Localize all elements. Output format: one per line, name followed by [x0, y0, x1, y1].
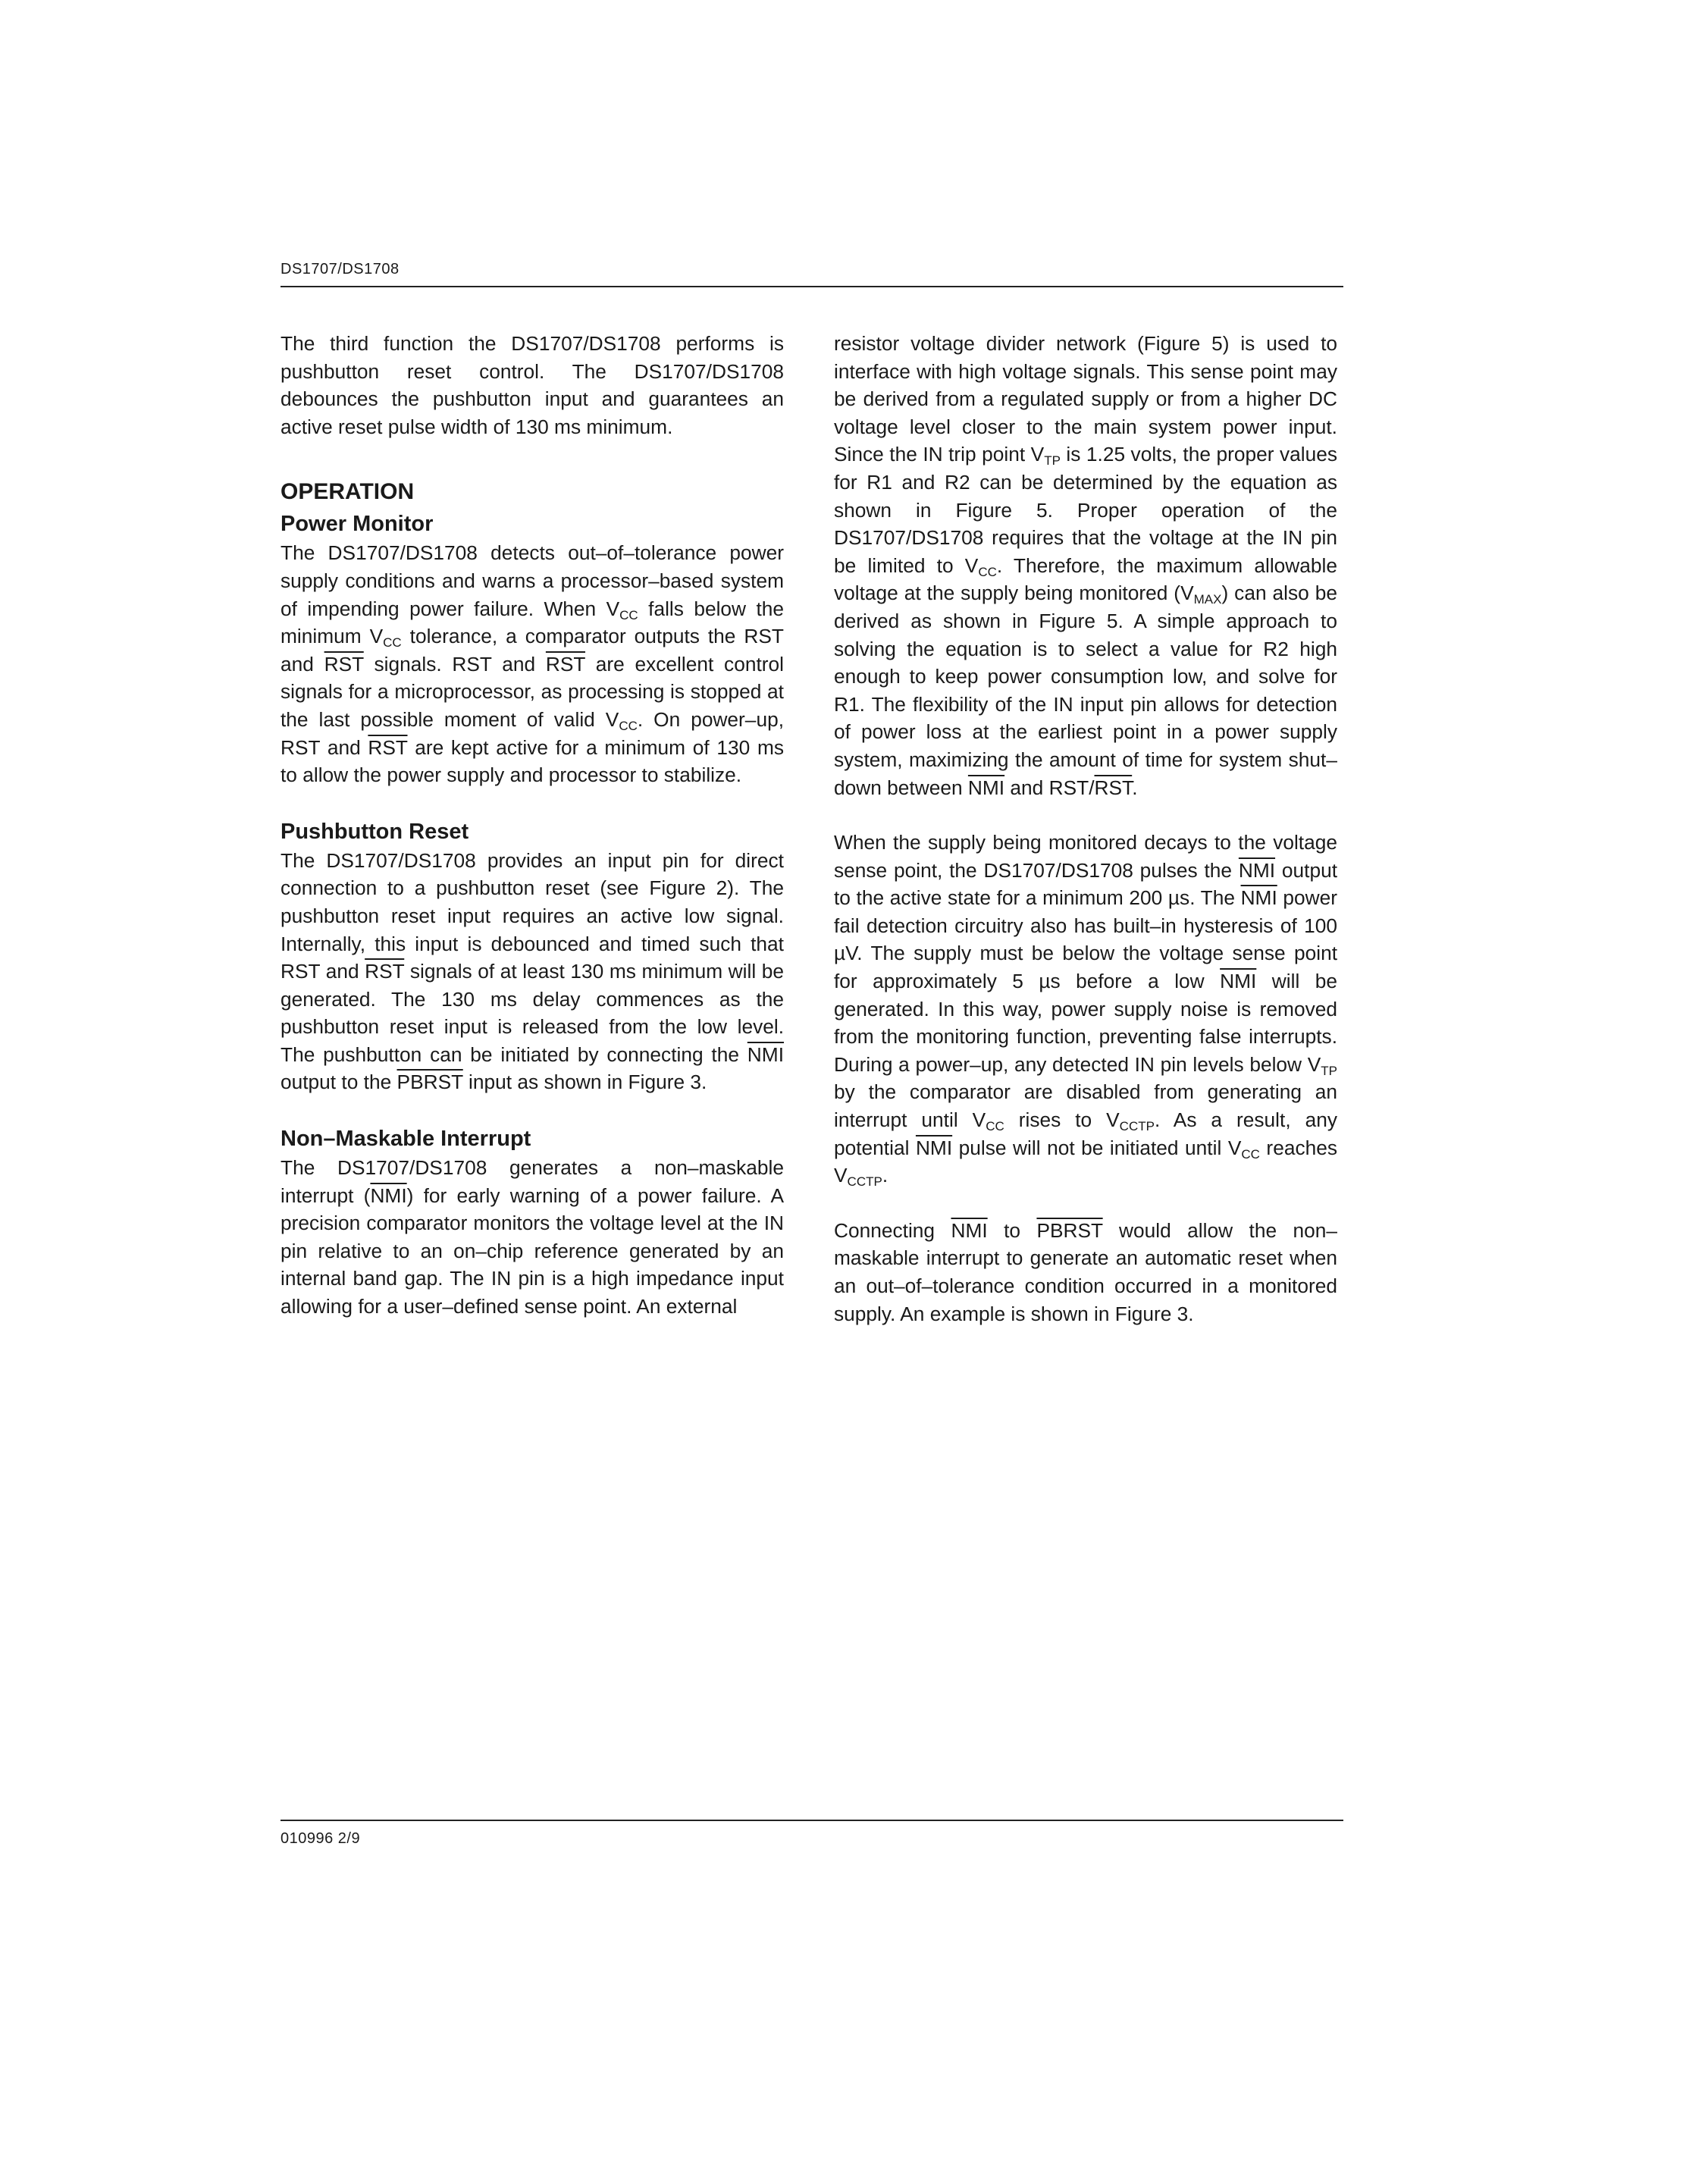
document-id: DS1707/DS1708: [280, 261, 400, 277]
nmi-pulse-paragraph: When the supply being monitored decays to the voltage sense point, the DS1707/DS1708 pulses the $\overline{NMI}$ output to the active state for a minimum 200 µs. The $\overline{NMI}$ power fail detection circuitry also has built–in hysteresis of 100 µV. The supply must be below the voltage sense point for approximately 5 µs before a low $\overline{NMI}$ will be generated. In this way, power supply noise is removed from the monitoring function, preventing false interrupts. During a power–up, any detected IN pin levels below $V_{TP}$ by the comparator are disabled from generating an interrupt until $V_{CC}$ rises to $V_{CCTP}$. As a result, any potential $\overline{NMI}$ pulse will not be initiated until $V_{CC}$ reaches $V_{CCTP}$.: [834, 831, 1338, 1190]
operation-heading: OPERATION: [280, 479, 415, 505]
nmi-paragraph: The DS1707/DS1708 generates a non–maskable interrupt $(\overline{NMI})$ for early warning of a power failure. A precision comparator monitors the voltage level at the IN pin relative to an on–chip reference generated by an internal band gap. The IN pin is a high impedance input allowing for a user–defined sense point. An external: [280, 1156, 784, 1318]
nmi-heading: Non–Maskable Interrupt: [280, 1127, 531, 1152]
page-footer: [280, 1820, 1343, 1848]
right-column: [834, 330, 1337, 1328]
intro-paragraph: The third function the DS1707/DS1708 performs is pushbutton reset control. The DS1707/DS1708 debounces the pushbutton input and guarantees an active reset pulse width of 130 ms minimum.: [280, 332, 784, 438]
footer-rule: [280, 1820, 1343, 1821]
power-monitor-paragraph: The DS1707/DS1708 detects out–of–tolerance power supply conditions and warns a processor–based system of impending power failure. When $V_{CC}$ falls below the minimum $V_{CC}$ tolerance, a comparator outputs the RST and $\overline{RST}$ signals. RST and $\overline{RST}$ are excellent control signals for a microprocessor, as processing is stopped at the last possible moment of valid $V_{CC}$. On power–up, RST and $\overline{RST}$ are kept active for a minimum of 130 ms to allow the power supply and processor to stabilize.: [280, 541, 784, 787]
connecting-paragraph: Connecting $\overline{NMI}$ to PBRST would allow the non–maskable interrupt to generate an automatic reset when an out–of–tolerance condition occurred in a monitored supply. An example is shown in Figure 3.: [834, 1218, 1337, 1325]
header-rule: [280, 286, 1343, 287]
sense-point-paragraph: resistor voltage divider network (Figure 5) is used to interface with high voltage signals. This sense point may be derived from a regulated supply or from a higher DC voltage level closer to the main system power input. Since the IN trip point $V_{TP}$ is 1.25 volts, the proper values for R1 and R2 can be determined by the equation as shown in Figure 5. Proper operation of the DS1707/DS1708 requires that the voltage at the IN pin be limited to $V_{CC}$. Therefore, the maximum allowable voltage at the supply being monitored $(V_{MAX})$ can also be derived as shown in Figure 5. A simple approach to solving the equation is to select a value for R2 high enough to keep power consumption low, and solve for R1. The flexibility of the IN input pin allows for detection of power loss at the earliest point in a power supply system, maximizing the amount of time for system shut–down between $\overline{NMI}$ and RST/$\overline{RST}$.: [834, 332, 1337, 799]
pushbutton-reset-paragraph: The DS1707/DS1708 provides an input pin for direct connection to a pushbutton reset (see Figure 2). The pushbutton reset input requires an active low signal. Internally, this input is debounced and timed such that RST and $\overline{RST}$ signals of at least 130 ms minimum will be generated. The 130 ms delay commences as the pushbutton reset input is released from the low level. The pushbutton can be initiated by connecting the $\overline{NMI}$ output to the PBRST input as shown in Figure 3.: [280, 848, 785, 1094]
left-column: [280, 330, 784, 1321]
pushbutton-reset-heading: Pushbutton Reset: [280, 819, 469, 844]
page-reference: 010996 2/9: [280, 1830, 361, 1847]
page-header: [280, 261, 1343, 287]
power-monitor-heading: Power Monitor: [280, 512, 434, 537]
